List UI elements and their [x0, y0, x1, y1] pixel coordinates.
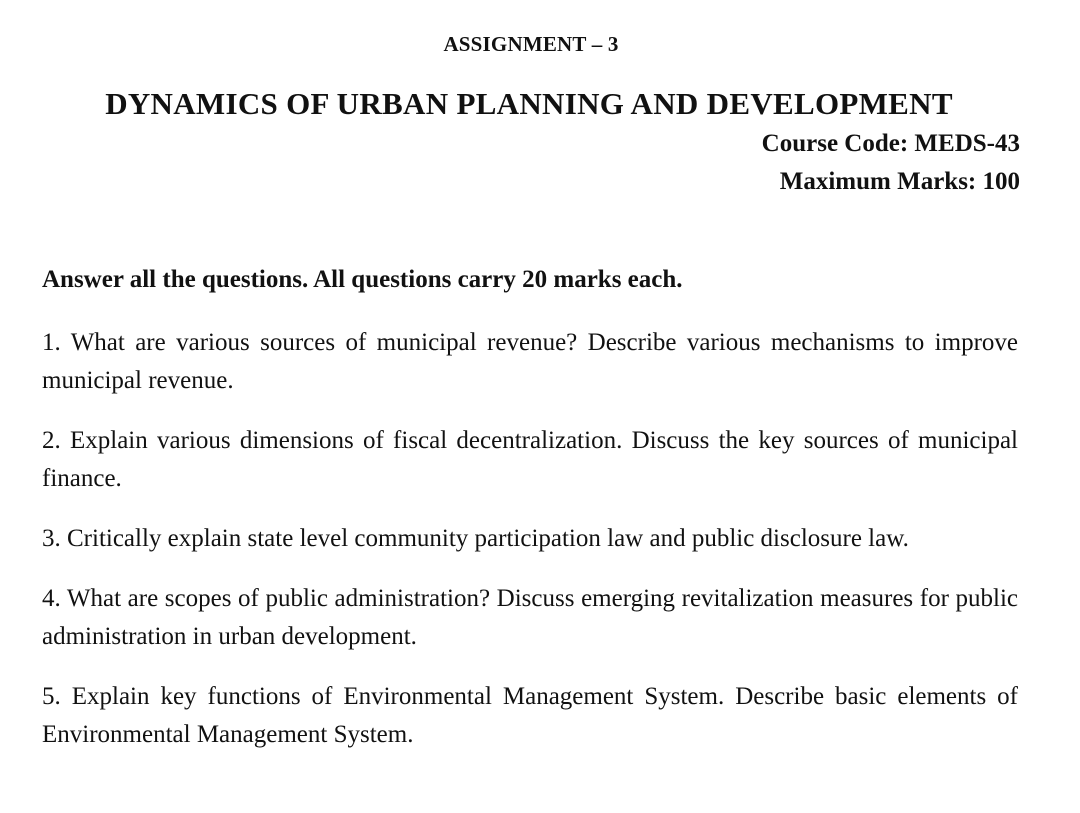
question-item: 4. What are scopes of public administration? Discuss emerging revitalization measures for public administration in urban development. — [42, 585, 1018, 650]
instructions: Answer all the questions. All questions carry 20 marks each. — [42, 266, 683, 293]
question-item: 1. What are various sources of municipal revenue? Describe various mechanisms to improve municipal revenue. — [42, 329, 1018, 394]
question-item: 5. Explain key functions of Environmental Management System. Describe basic elements of Environmental Management System. — [42, 683, 1018, 748]
question-item: 3. Critically explain state level community participation law and public disclosure law. — [42, 525, 909, 552]
document-title: DYNAMICS OF URBAN PLANNING AND DEVELOPMENT — [105, 86, 953, 121]
maximum-marks: Maximum Marks: 100 — [779, 168, 1020, 195]
assignment-label: ASSIGNMENT – 3 — [443, 32, 619, 56]
question-item: 2. Explain various dimensions of fiscal decentralization. Discuss the key sources of municipal finance. — [42, 427, 1018, 492]
course-code: Course Code: MEDS-43 — [761, 130, 1020, 157]
question-list — [42, 324, 1018, 776]
